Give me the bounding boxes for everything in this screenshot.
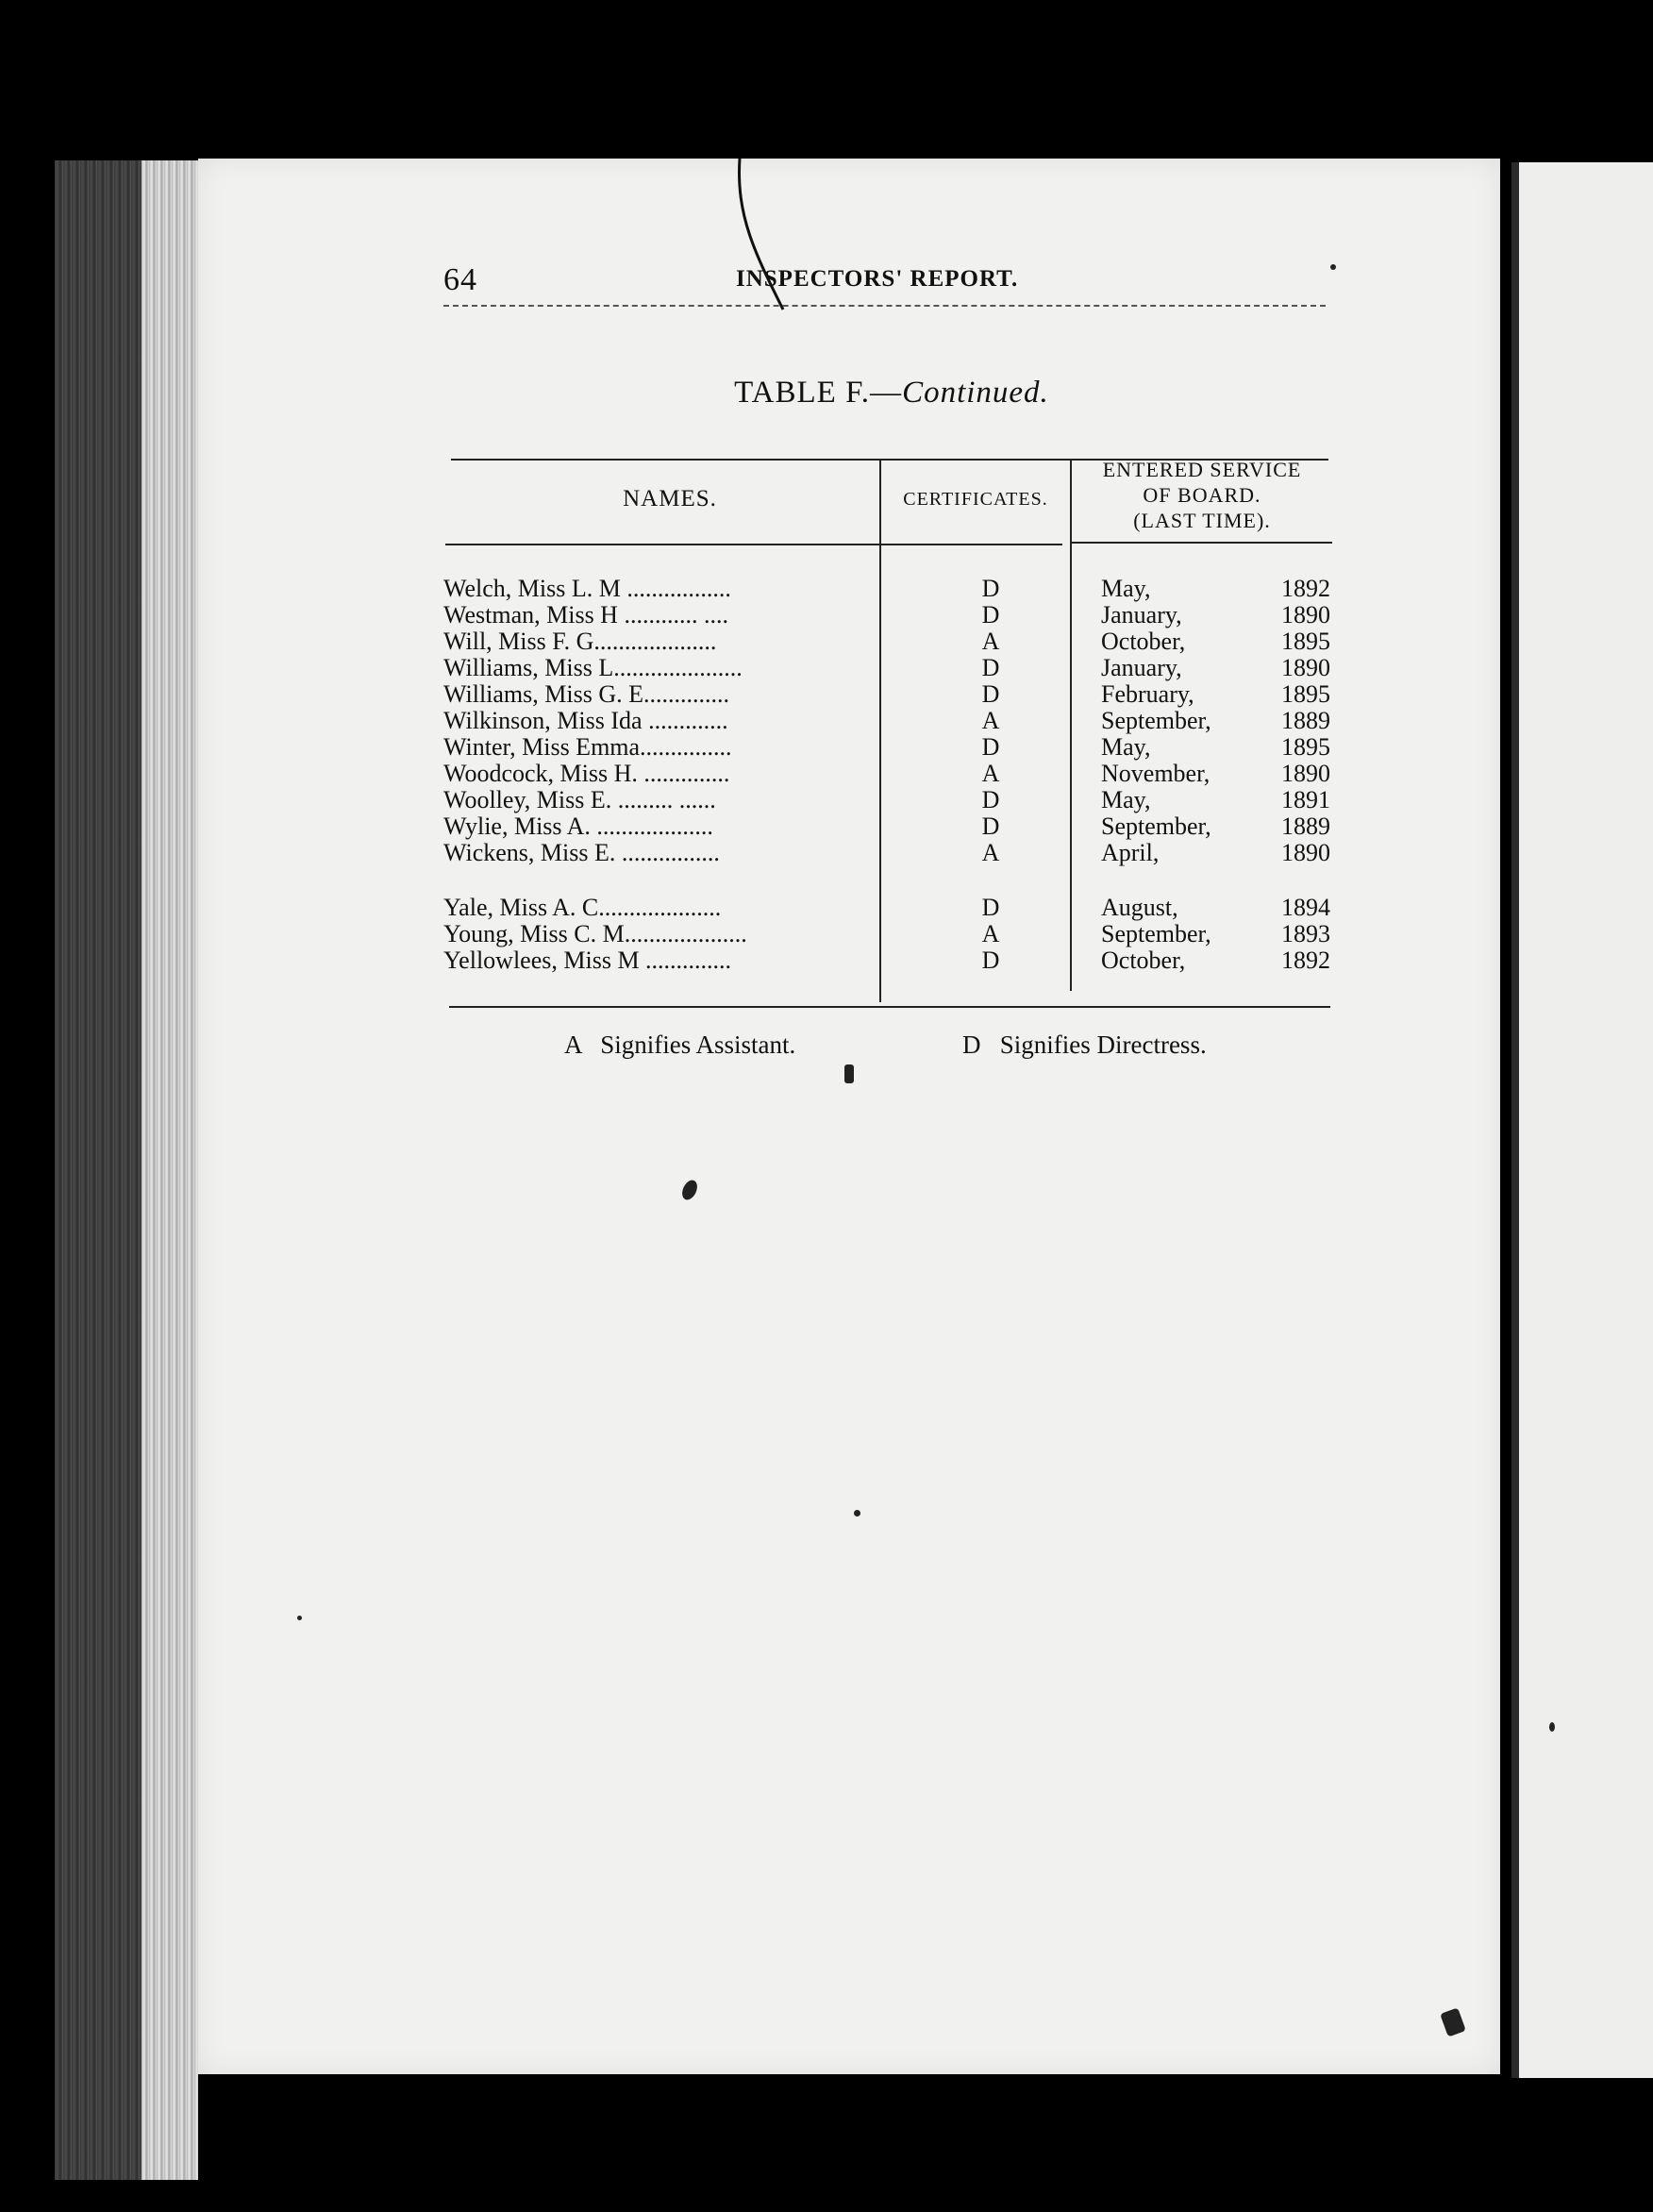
row-year: 1895 xyxy=(1281,628,1330,655)
row-year: 1895 xyxy=(1281,680,1330,708)
table-row xyxy=(443,761,1349,787)
cert-header-rule xyxy=(881,544,1062,545)
table-row xyxy=(443,921,1349,947)
col-head-entered-line3: (LAST TIME). xyxy=(1133,509,1271,532)
row-name: Williams, Miss G. E.............. xyxy=(443,680,730,708)
table-title-main: TABLE F.— xyxy=(734,376,903,410)
names-header-rule xyxy=(445,544,902,545)
col-head-names: NAMES. xyxy=(623,486,717,511)
row-year: 1890 xyxy=(1281,760,1330,787)
running-head: INSPECTORS' REPORT. xyxy=(736,266,1019,292)
row-name: Young, Miss C. M.................... xyxy=(443,920,747,947)
table-row xyxy=(443,602,1349,628)
scan-speck xyxy=(1330,264,1336,270)
row-month: February, xyxy=(1101,680,1194,708)
row-year: 1889 xyxy=(1281,707,1330,734)
table-title xyxy=(0,376,1653,411)
row-month: September, xyxy=(1101,707,1211,734)
row-name: Westman, Miss H ............ .... xyxy=(443,601,728,628)
col-head-entered-line2: OF BOARD. xyxy=(1143,483,1261,507)
row-month: October, xyxy=(1101,947,1186,974)
table-row xyxy=(443,813,1349,840)
row-cert: A xyxy=(981,839,1000,866)
table-row xyxy=(443,655,1349,681)
row-cert: D xyxy=(981,786,1000,813)
row-year: 1892 xyxy=(1281,947,1330,974)
scan-speck xyxy=(1549,1722,1555,1732)
row-month: November, xyxy=(1101,760,1211,787)
row-cert: A xyxy=(981,760,1000,787)
row-cert: D xyxy=(981,947,1000,974)
row-name: Winter, Miss Emma............... xyxy=(443,733,732,761)
row-year: 1895 xyxy=(1281,733,1330,761)
row-month: April, xyxy=(1101,839,1160,866)
row-month: January, xyxy=(1101,654,1182,681)
row-cert: D xyxy=(981,894,1000,921)
row-cert: A xyxy=(981,707,1000,734)
book-page-edges-light xyxy=(142,160,198,2180)
row-year: 1894 xyxy=(1281,894,1330,921)
table-row xyxy=(443,576,1349,602)
row-cert: A xyxy=(981,920,1000,947)
table-title-continued: Continued. xyxy=(902,376,1049,410)
row-name: Woolley, Miss E. ......... ...... xyxy=(443,786,716,813)
scan-speck xyxy=(297,1616,302,1620)
table-row xyxy=(443,681,1349,708)
row-name: Yellowlees, Miss M .............. xyxy=(443,947,732,974)
row-name: Yale, Miss A. C.................... xyxy=(443,894,722,921)
row-month: October, xyxy=(1101,628,1186,655)
row-year: 1890 xyxy=(1281,839,1330,866)
row-cert: D xyxy=(981,601,1000,628)
book-page xyxy=(198,159,1500,2074)
table-row xyxy=(443,787,1349,813)
row-month: May, xyxy=(1101,786,1151,813)
col-head-certificates: CERTIFICATES. xyxy=(903,489,1048,510)
row-cert: D xyxy=(981,733,1000,761)
row-month: September, xyxy=(1101,920,1211,947)
row-month: May, xyxy=(1101,575,1151,602)
row-name: Will, Miss F. G.................... xyxy=(443,628,717,655)
row-month: August, xyxy=(1101,894,1178,921)
table-bottom-rule xyxy=(449,1006,1330,1008)
row-cert: D xyxy=(981,575,1000,602)
row-name: Williams, Miss L..................... xyxy=(443,654,743,681)
col-head-entered-line1: ENTERED SERVICE xyxy=(1102,458,1302,481)
entered-header-rule xyxy=(1072,542,1332,544)
scan-speck xyxy=(844,1064,854,1083)
row-year: 1891 xyxy=(1281,786,1330,813)
row-year: 1893 xyxy=(1281,920,1330,947)
scan-speck xyxy=(854,1510,860,1517)
footnote-assistant: A Signifies Assistant. xyxy=(564,1031,796,1059)
row-cert: A xyxy=(981,628,1000,655)
row-month: September, xyxy=(1101,813,1211,840)
row-year: 1892 xyxy=(1281,575,1330,602)
row-name: Wickens, Miss E. ................ xyxy=(443,839,720,866)
next-page-sliver xyxy=(1511,162,1653,2078)
row-name: Wilkinson, Miss Ida ............. xyxy=(443,707,728,734)
page-header xyxy=(443,262,1330,300)
row-year: 1890 xyxy=(1281,654,1330,681)
footnote-directress: D Signifies Directress. xyxy=(962,1031,1207,1059)
row-name: Wylie, Miss A. ................... xyxy=(443,813,713,840)
table-row xyxy=(443,628,1349,655)
row-month: May, xyxy=(1101,733,1151,761)
row-year: 1890 xyxy=(1281,601,1330,628)
row-name: Woodcock, Miss H. .............. xyxy=(443,760,730,787)
row-year: 1889 xyxy=(1281,813,1330,840)
table-row xyxy=(443,734,1349,761)
row-cert: D xyxy=(981,654,1000,681)
row-cert: D xyxy=(981,680,1000,708)
table-row xyxy=(443,840,1349,866)
table-row xyxy=(443,947,1349,974)
page-number: 64 xyxy=(443,262,477,297)
col-head-entered xyxy=(1072,457,1332,533)
row-name: Welch, Miss L. M ................. xyxy=(443,575,731,602)
header-rule xyxy=(443,305,1326,307)
row-cert: D xyxy=(981,813,1000,840)
row-month: January, xyxy=(1101,601,1182,628)
table-row xyxy=(443,895,1349,921)
table-row xyxy=(443,708,1349,734)
